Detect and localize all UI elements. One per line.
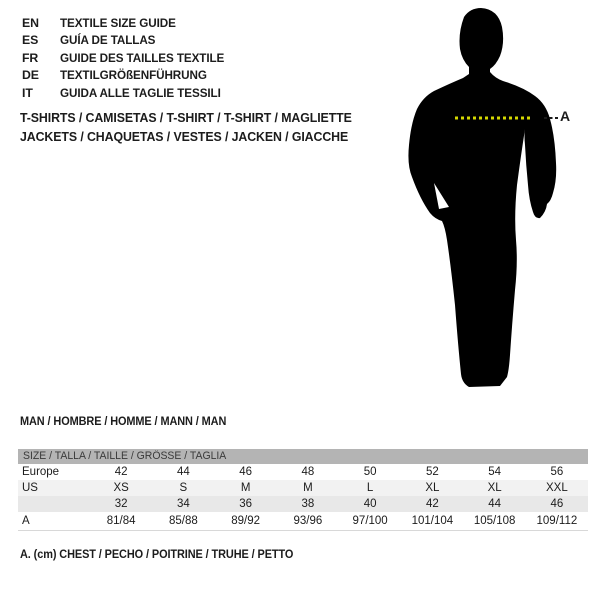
size-value: L <box>366 482 374 494</box>
man-figure <box>403 5 573 391</box>
size-value: 101/104 <box>411 515 454 527</box>
size-value: 44 <box>176 466 190 478</box>
measure-label-a: A <box>560 108 571 124</box>
language-code: ES <box>22 33 39 48</box>
size-value: XL <box>425 482 440 494</box>
row-label: US <box>22 482 38 494</box>
size-value: 97/100 <box>352 515 388 527</box>
language-code: EN <box>22 16 39 30</box>
language-label: GUIDA ALLE TAGLIE TESSILI <box>60 85 221 100</box>
size-value: XS <box>113 482 129 494</box>
size-value: 81/84 <box>106 515 136 527</box>
size-value: XL <box>487 482 502 494</box>
size-value: 54 <box>488 466 502 478</box>
language-label: GUIDE DES TAILLES TEXTILE <box>60 50 225 65</box>
size-value: 46 <box>239 466 253 478</box>
size-value: M <box>303 482 313 494</box>
size-value: M <box>240 482 251 494</box>
size-value: 52 <box>425 466 439 478</box>
size-value: 40 <box>363 498 377 510</box>
language-label: TEXTILE SIZE GUIDE <box>60 16 176 30</box>
language-row <box>22 32 233 49</box>
size-table-row <box>18 464 588 480</box>
language-row <box>22 15 233 32</box>
size-value: S <box>179 482 188 494</box>
row-label: A <box>22 515 30 527</box>
row-label: Europe <box>22 466 60 478</box>
language-row <box>22 85 233 102</box>
language-label: TEXTILGRÖßENFÜHRUNG <box>60 68 207 83</box>
category-line-tshirts: T-SHIRTS / CAMISETAS / T-SHIRT / T-SHIRT / MAGLIETTE <box>20 110 352 125</box>
size-value: 89/92 <box>231 515 261 527</box>
size-value: 46 <box>550 498 564 510</box>
language-code: IT <box>22 85 33 100</box>
size-table-row <box>18 512 588 530</box>
size-value: 50 <box>363 466 377 478</box>
section-title-man: MAN / HOMBRE / HOMME / MANN / MAN <box>20 416 227 428</box>
size-value: 56 <box>550 466 564 478</box>
size-value: 85/88 <box>168 515 198 527</box>
size-table-row <box>18 480 588 496</box>
size-value: 105/108 <box>473 515 516 527</box>
size-value: 42 <box>114 466 128 478</box>
size-value: 36 <box>239 498 253 510</box>
size-value: 32 <box>114 498 128 510</box>
size-value: 42 <box>425 498 439 510</box>
measurement-footnote: A. (cm) CHEST / PECHO / POITRINE / TRUHE / PETTO <box>20 549 294 561</box>
category-line-jackets: JACKETS / CHAQUETAS / VESTES / JACKEN / GIACCHE <box>20 129 349 144</box>
language-code: DE <box>22 68 39 83</box>
language-label: GUÍA DE TALLAS <box>60 33 156 48</box>
size-value: 44 <box>488 498 502 510</box>
size-table-body <box>18 464 588 530</box>
size-table <box>18 449 588 531</box>
size-table-header: SIZE / TALLA / TAILLE / GRÖSSE / TAGLIA <box>18 449 588 464</box>
size-value: 109/112 <box>536 515 578 527</box>
size-value: XXL <box>546 482 568 494</box>
man-silhouette <box>408 8 556 387</box>
size-value: 48 <box>301 466 315 478</box>
size-value: 38 <box>301 498 315 510</box>
size-table-row <box>18 496 588 512</box>
size-value: 34 <box>176 498 190 510</box>
language-code: FR <box>22 50 39 65</box>
language-row <box>22 50 233 67</box>
size-value: 93/96 <box>293 515 323 527</box>
language-row <box>22 67 233 84</box>
language-list <box>22 15 233 102</box>
